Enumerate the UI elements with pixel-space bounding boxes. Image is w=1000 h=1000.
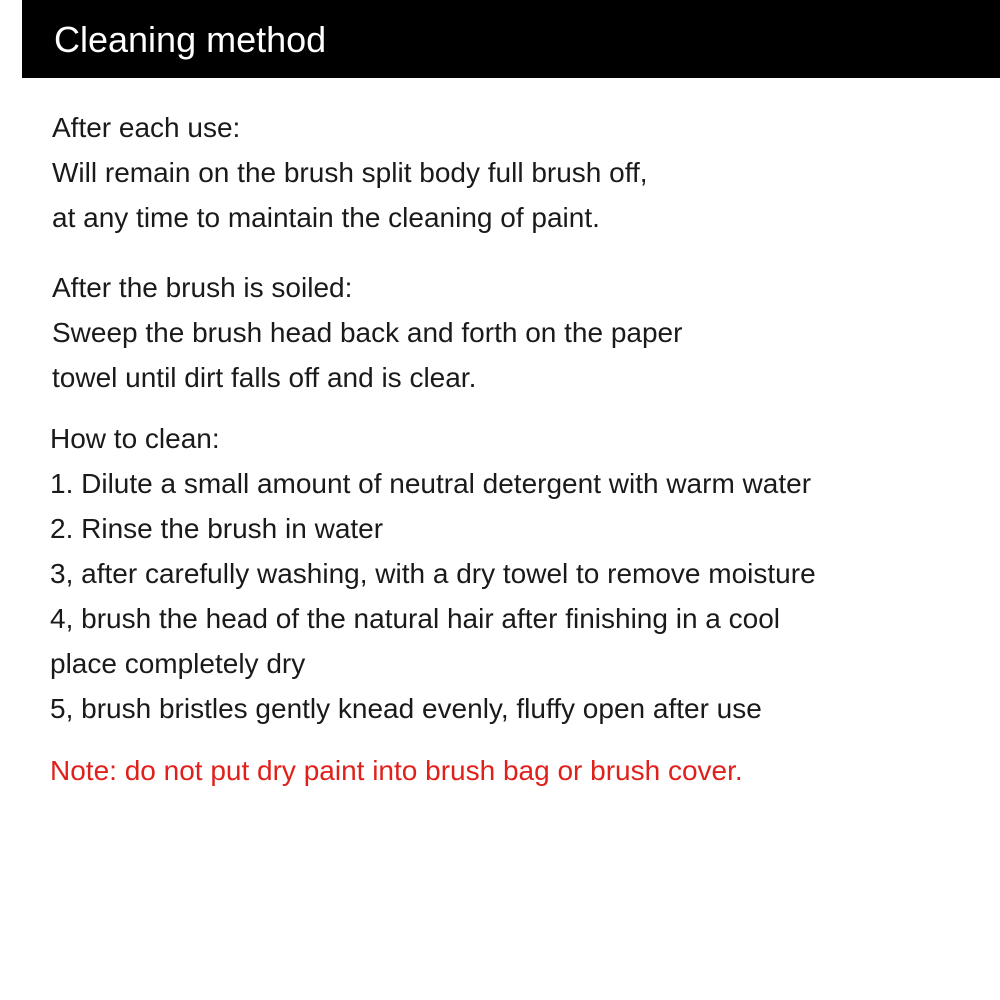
step-line: 3, after carefully washing, with a dry towel to remove moisture (50, 558, 816, 589)
warning-note: Note: do not put dry paint into brush bag or brush cover. (50, 755, 743, 786)
page-title: Cleaning method (54, 19, 327, 60)
step-line: 5, brush bristles gently knead evenly, fluffy open after use (50, 693, 762, 724)
section-heading-after-each-use: After each use: (52, 112, 241, 143)
instruction-line: Sweep the brush head back and forth on the paper (52, 317, 683, 348)
instruction-line: towel until dirt falls off and is clear. (52, 362, 477, 393)
step-line: 2. Rinse the brush in water (50, 513, 384, 544)
header-bar (22, 0, 1000, 78)
step-line: 1. Dilute a small amount of neutral detergent with warm water (50, 468, 812, 499)
instruction-line: Will remain on the brush split body full brush off, (52, 157, 648, 188)
section-heading-how-to-clean: How to clean: (50, 423, 220, 454)
instruction-line: at any time to maintain the cleaning of paint. (52, 202, 600, 233)
step-line: place completely dry (50, 648, 306, 679)
section-heading-after-soiled: After the brush is soiled: (52, 272, 353, 303)
step-line: 4, brush the head of the natural hair after finishing in a cool (50, 603, 781, 634)
